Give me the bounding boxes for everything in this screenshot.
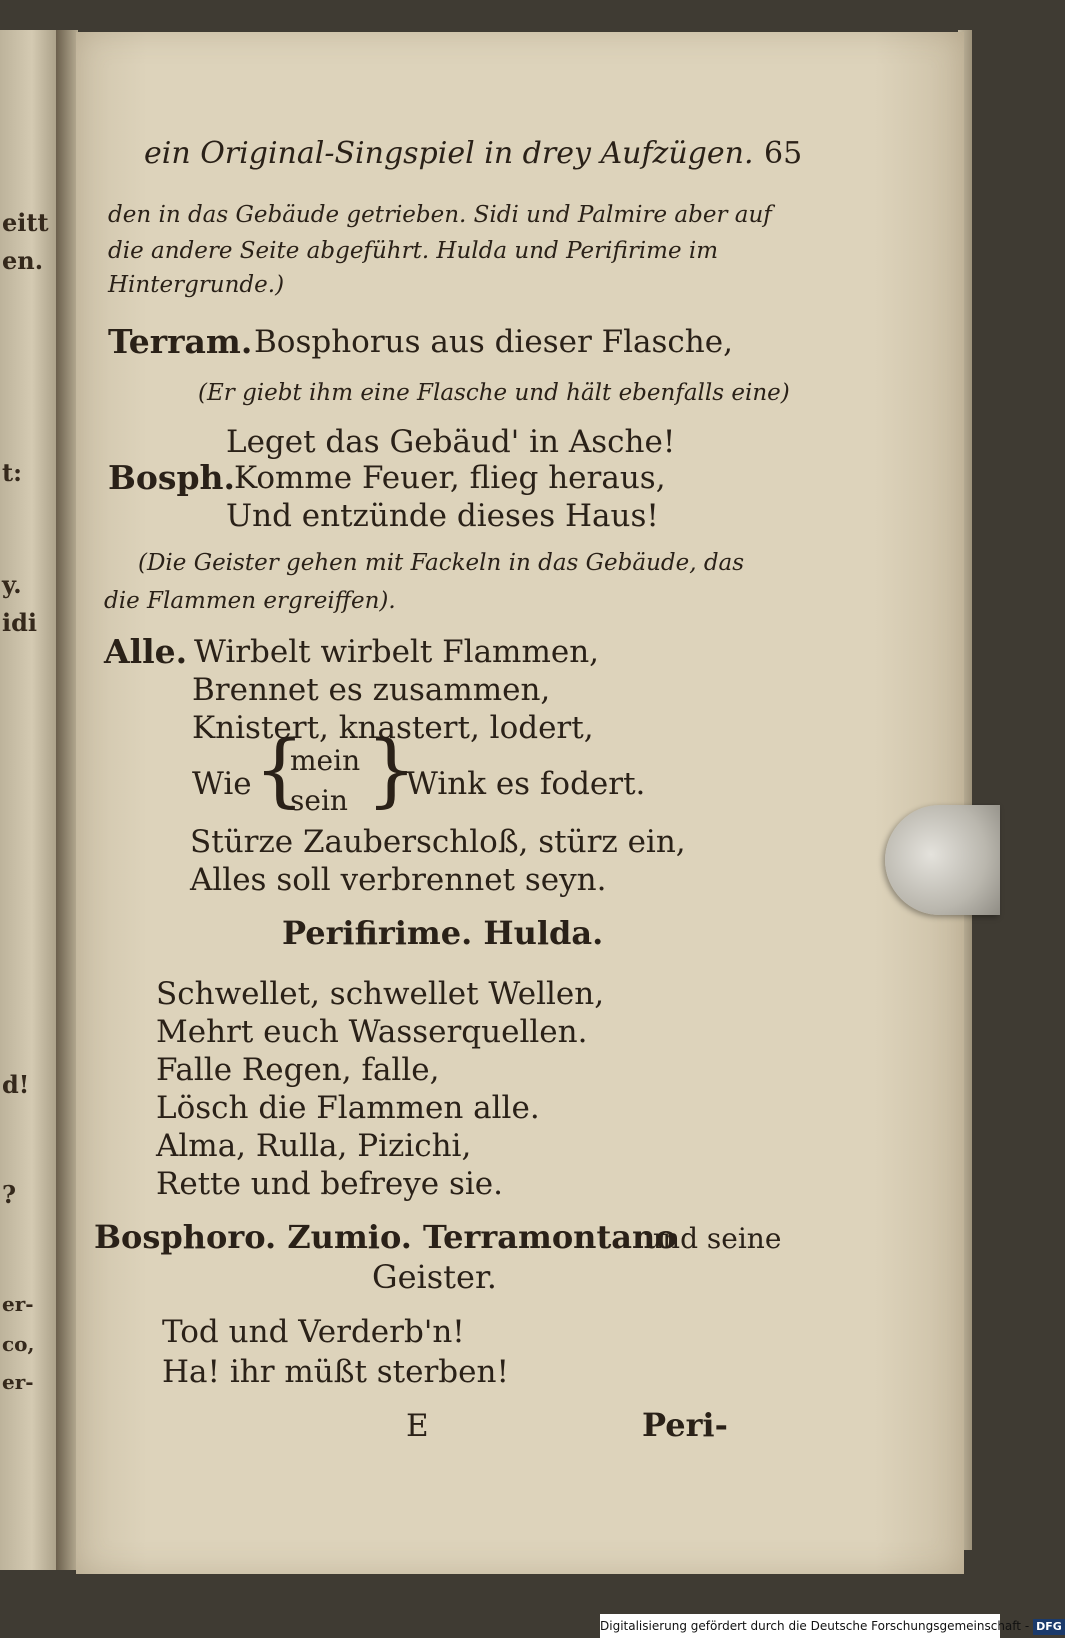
verse-line: Alma, Rulla, Pizichi, <box>156 1128 472 1164</box>
signature-mark: E <box>406 1408 429 1444</box>
running-head: ein Original-Singspiel in drey Aufzügen. <box>144 136 754 171</box>
verse-line: Alles soll verbrennet seyn. <box>190 862 607 898</box>
verse-line: Brennet es zusammen, <box>192 672 551 708</box>
footer-text: Digitalisierung gefördert durch die Deutsche Forschungsgemeinschaft - <box>600 1619 1030 1633</box>
verse-line: Ha! ihr müßt sterben! <box>162 1354 509 1390</box>
speakers-heading: Perifirime. Hulda. <box>282 914 604 952</box>
speakers-heading: Geister. <box>372 1258 497 1296</box>
verse-line: Leget das Gebäud' in Asche! <box>226 424 676 460</box>
digitization-footer <box>600 1614 1062 1638</box>
verse-line: Bosphorus aus dieser Flasche, <box>254 324 733 360</box>
left-page-edge <box>0 30 58 1570</box>
verse-variant: mein <box>290 744 361 777</box>
stage-direction-line: die Flammen ergreiffen). <box>104 588 396 614</box>
left-fragment: er- <box>2 1292 34 1316</box>
left-fragment: eitt <box>2 208 49 237</box>
speaker-label: Alle. <box>104 632 188 671</box>
left-fragment: y. <box>2 570 22 599</box>
left-fragment: er- <box>2 1370 34 1394</box>
page-number: 65 <box>764 136 803 171</box>
speaker-label: Bosph. <box>108 458 236 497</box>
right-brace: } <box>366 723 417 816</box>
left-brace: { <box>254 723 305 816</box>
verse-line: Falle Regen, falle, <box>156 1052 440 1088</box>
speaker-label: Terram. <box>108 322 253 361</box>
left-fragment: idi <box>2 608 38 637</box>
verse-variant: sein <box>290 784 348 817</box>
left-fragment: ? <box>2 1180 17 1209</box>
speakers-heading: Bosphoro. Zumio. Terramontano <box>94 1218 677 1256</box>
stage-direction-line: den in das Gebäude getrieben. Sidi und Palmire aber auf <box>108 202 772 228</box>
verse-line: Wie <box>192 766 252 802</box>
book-gutter <box>56 30 78 1570</box>
verse-line: Tod und Verderb'n! <box>162 1314 465 1350</box>
verse-line: und seine <box>644 1222 782 1255</box>
verse-line: Wirbelt wirbelt Flammen, <box>194 634 600 670</box>
verse-line: Und entzünde dieses Haus! <box>226 498 659 534</box>
left-fragment: d! <box>2 1070 30 1099</box>
dfg-logo: DFG <box>1033 1619 1065 1635</box>
page-clip-tab <box>885 805 1000 915</box>
verse-line: Stürze Zauberschloß, stürz ein, <box>190 824 686 860</box>
stage-direction-line: die andere Seite abgeführt. Hulda und Perifirime im <box>108 238 719 264</box>
stage-direction-line: (Er giebt ihm eine Flasche und hält ebenfalls eine) <box>198 380 790 406</box>
catchword: Peri- <box>642 1406 728 1444</box>
verse-line: Knistert, knastert, lodert, <box>192 710 594 746</box>
left-fragment: en. <box>2 246 44 275</box>
left-fragment: co, <box>2 1332 35 1356</box>
book-page <box>76 32 964 1574</box>
left-fragment: t: <box>2 458 22 487</box>
verse-line: Schwellet, schwellet Wellen, <box>156 976 605 1012</box>
verse-line: Komme Feuer, flieg heraus, <box>234 460 666 496</box>
stage-direction-line: Hintergrunde.) <box>108 272 285 298</box>
stage-direction-line: (Die Geister gehen mit Fackeln in das Gebäude, das <box>138 550 745 576</box>
verse-line: Mehrt euch Wasserquellen. <box>156 1014 588 1050</box>
verse-line: Wink es fodert. <box>406 766 646 802</box>
verse-line: Rette und befreye sie. <box>156 1166 503 1202</box>
verse-line: Lösch die Flammen alle. <box>156 1090 540 1126</box>
